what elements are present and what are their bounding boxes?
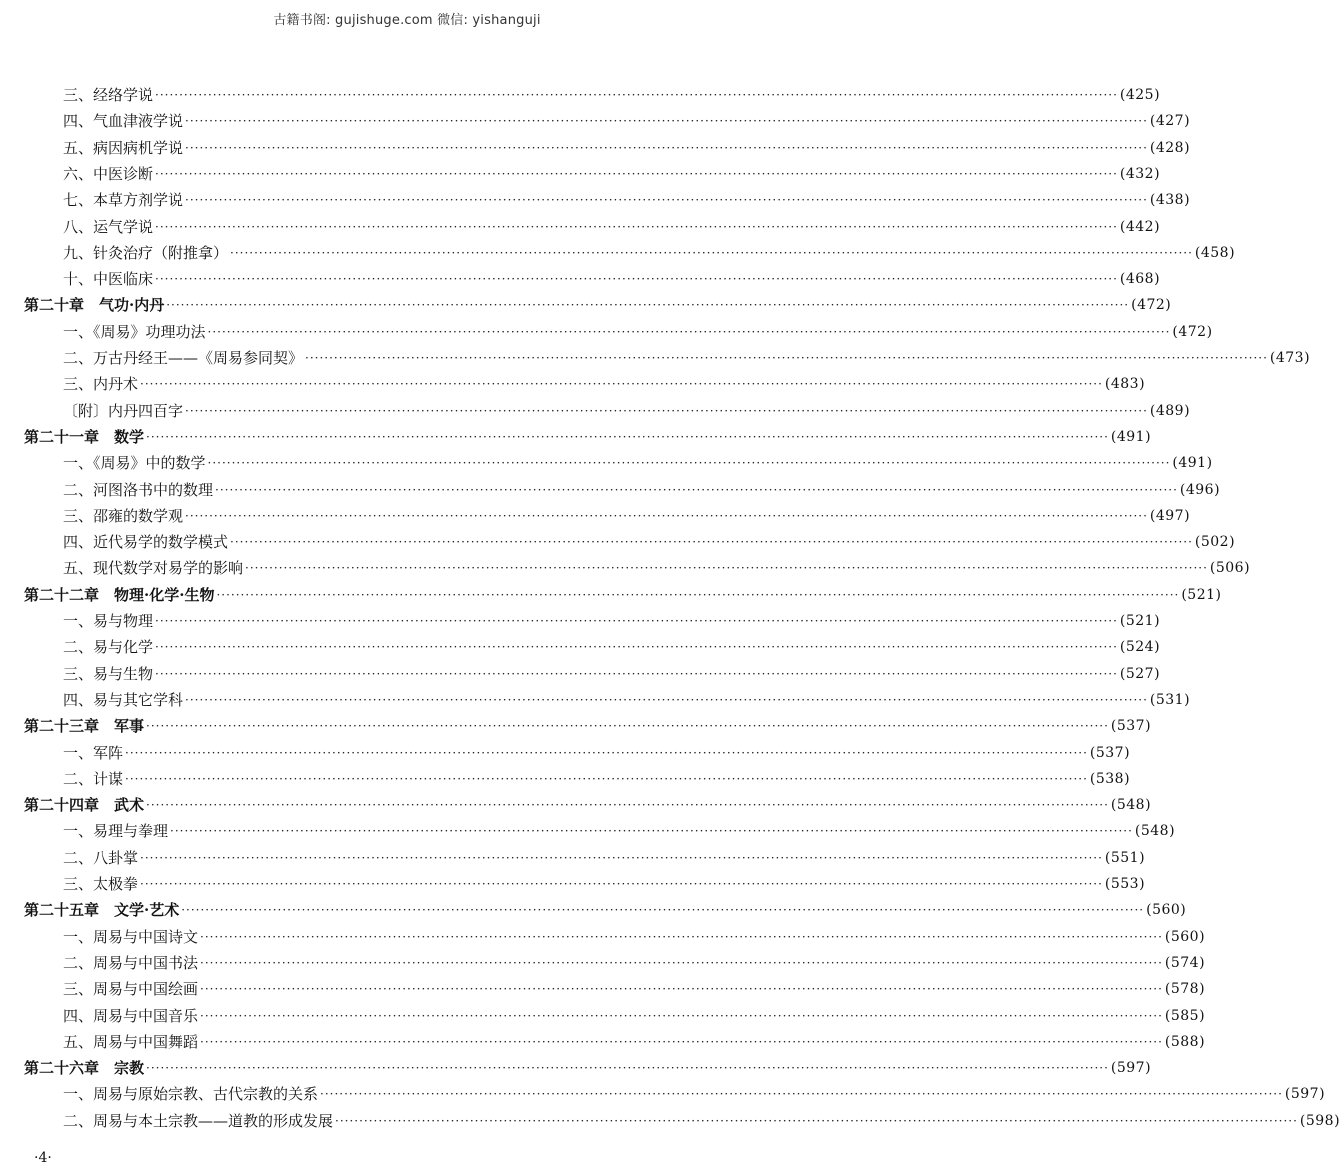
toc-entry-title: 七、本草方剂学说: [63, 191, 184, 210]
toc-entry-page: (597): [1110, 1060, 1152, 1077]
dot-leader: ········································································································································································································: [146, 719, 1109, 734]
toc-entry-page: (598): [1299, 1112, 1340, 1129]
toc-chapter-entry[interactable]: [24, 424, 1152, 450]
dot-leader: ········································································································································································································: [146, 429, 1109, 444]
toc-entry-title: 一、《周易》功理功法: [63, 322, 206, 341]
watermark-header: 古籍书阁: gujishuge.com 微信: yishanguji: [273, 13, 541, 28]
dot-leader: ········································································································································································································: [155, 640, 1118, 655]
toc-entry-title: 一、易理与拳理: [63, 822, 169, 841]
dot-leader: ········································································································································································································: [320, 1087, 1283, 1102]
dot-leader: ········································································································································································································: [200, 1034, 1163, 1049]
toc-section-entry[interactable]: [63, 1108, 1340, 1134]
toc-section-entry[interactable]: [63, 634, 1161, 660]
dot-leader: ········································································································································································································: [185, 403, 1148, 418]
toc-entry-page: (537): [1110, 718, 1152, 735]
toc-entry-page: (483): [1104, 376, 1146, 393]
dot-leader: ········································································································································································································: [215, 482, 1178, 497]
dot-leader: ········································································································································································································: [155, 166, 1118, 181]
dot-leader: ········································································································································································································: [200, 955, 1163, 970]
dot-leader: ········································································································································································································: [185, 114, 1148, 129]
toc-entry-page: (489): [1149, 402, 1191, 419]
toc-entry-title: 二、万古丹经王——《周易参同契》: [63, 349, 304, 367]
toc-entry-title: 五、现代数学对易学的影响: [63, 559, 244, 578]
toc-entry-page: (472): [1172, 323, 1213, 340]
toc-entry-page: (427): [1149, 113, 1191, 130]
dot-leader: ········································································································································································································: [200, 929, 1163, 944]
dot-leader: ········································································································································································································: [305, 351, 1268, 365]
dot-leader: ········································································································································································································: [230, 245, 1193, 260]
toc-section-entry[interactable]: [63, 661, 1161, 687]
toc-entry-title: 一、《周易》中的数学: [63, 454, 206, 473]
toc-entry-page: (524): [1119, 639, 1161, 656]
dot-leader: ········································································································································································································: [155, 219, 1118, 234]
toc-entry-page: (502): [1194, 534, 1236, 551]
toc-entry-title: 三、太极拳: [63, 875, 139, 893]
toc-entry-title: 三、周易与中国绘画: [63, 980, 199, 999]
toc-section-entry[interactable]: [63, 161, 1161, 187]
dot-leader: ········································································································································································································: [125, 745, 1088, 760]
toc-chapter-entry[interactable]: [24, 792, 1152, 818]
toc-entry-title: 第二十五章 文学·艺术: [24, 901, 180, 920]
toc-entry-page: (491): [1172, 455, 1213, 472]
dot-leader: ········································································································································································································: [140, 877, 1103, 891]
toc-entry-title: 六、中医诊断: [63, 164, 154, 183]
toc-section-entry[interactable]: [63, 187, 1191, 213]
toc-entry-page: (458): [1194, 244, 1236, 261]
toc-section-entry[interactable]: [63, 319, 1213, 345]
dot-leader: ········································································································································································································: [146, 1061, 1109, 1076]
dot-leader: ········································································································································································································: [200, 982, 1163, 997]
toc-section-entry[interactable]: [63, 214, 1161, 240]
toc-entry-page: (472): [1131, 297, 1172, 314]
toc-entry-title: 一、军阵: [63, 743, 124, 762]
toc-entry-title: 四、近代易学的数学模式: [63, 533, 229, 552]
toc-entry-title: 三、经络学说: [63, 86, 154, 104]
toc-entry-title: 八、运气学说: [63, 217, 154, 236]
toc-entry-page: (432): [1119, 165, 1161, 182]
toc-entry-title: 一、周易与原始宗教、古代宗教的关系: [63, 1085, 319, 1104]
toc-entry-title: 二、八卦掌: [63, 848, 139, 867]
dot-leader: ········································································································································································································: [207, 456, 1171, 471]
toc-section-entry[interactable]: [63, 450, 1213, 476]
toc-entry-title: 第二十一章 数学: [24, 427, 145, 446]
toc-entry-page: (506): [1209, 560, 1251, 577]
dot-leader: ········································································································································································································: [125, 771, 1088, 786]
toc-entry-title: 三、易与生物: [63, 664, 154, 683]
toc-entry-title: 第二十三章 军事: [24, 717, 145, 736]
toc-entry-title: 第二十章 气功·内丹: [24, 296, 165, 315]
toc-entry-page: (425): [1119, 87, 1161, 103]
toc-section-entry[interactable]: [63, 82, 1161, 108]
toc-section-entry[interactable]: [63, 240, 1236, 266]
dot-leader: ········································································································································································································: [181, 903, 1145, 918]
dot-leader: ········································································································································································································: [185, 692, 1148, 707]
toc-entry-page: (551): [1104, 849, 1146, 866]
dot-leader: ········································································································································································································: [140, 377, 1103, 392]
toc-entry-title: 九、针灸治疗（附推拿）: [63, 243, 229, 262]
toc-entry-page: (553): [1104, 876, 1146, 892]
toc-chapter-entry[interactable]: [24, 292, 1172, 318]
toc-entry-page: (497): [1149, 507, 1191, 524]
toc-section-entry[interactable]: [63, 740, 1131, 766]
toc-entry-page: (537): [1089, 744, 1131, 761]
toc-section-entry[interactable]: [63, 950, 1206, 976]
toc-entry-title: 二、河图洛书中的数理: [63, 480, 214, 499]
toc-entry-page: (548): [1110, 797, 1152, 814]
toc-section-entry[interactable]: [63, 608, 1161, 634]
toc-entry-page: (438): [1149, 192, 1191, 209]
toc-entry-page: (521): [1119, 613, 1161, 629]
toc-entry-title: 三、内丹术: [63, 375, 139, 394]
toc-section-entry[interactable]: [63, 135, 1191, 161]
dot-leader: ········································································································································································································: [140, 850, 1103, 865]
toc-entry-page: (588): [1164, 1033, 1206, 1050]
dot-leader: ········································································································································································································: [166, 298, 1130, 313]
toc-entry-title: 四、周易与中国音乐: [63, 1006, 199, 1025]
toc-entry-page: (597): [1284, 1086, 1326, 1103]
toc-section-entry[interactable]: [63, 976, 1206, 1002]
toc-entry-page: (531): [1149, 691, 1191, 708]
toc-entry-title: 五、病因病机学说: [63, 138, 184, 157]
toc-section-entry[interactable]: [63, 924, 1206, 950]
toc-section-entry[interactable]: [63, 529, 1236, 555]
dot-leader: ········································································································································································································: [185, 193, 1148, 208]
toc-entry-title: 〔附〕内丹四百字: [63, 401, 184, 420]
toc-entry-page: (428): [1149, 139, 1191, 156]
toc-section-entry[interactable]: [63, 398, 1191, 424]
dot-leader: ········································································································································································································: [146, 798, 1109, 813]
toc-entry-title: 第二十四章 武术: [24, 796, 145, 815]
toc-section-entry[interactable]: [63, 845, 1146, 871]
dot-leader: ········································································································································································································: [207, 324, 1171, 339]
toc-section-entry[interactable]: [63, 1081, 1326, 1107]
dot-leader: ········································································································································································································: [155, 88, 1118, 102]
dot-leader: ········································································································································································································: [185, 508, 1148, 523]
toc-entry-title: 一、周易与中国诗文: [63, 927, 199, 946]
toc-entry-title: 二、易与化学: [63, 638, 154, 657]
toc-section-entry[interactable]: [63, 1003, 1206, 1029]
toc-section-entry[interactable]: [63, 108, 1191, 134]
toc-entry-title: 十、中医临床: [63, 270, 154, 289]
toc-entry-title: 二、周易与中国书法: [63, 953, 199, 972]
dot-leader: ········································································································································································································: [155, 272, 1118, 287]
dot-leader: ········································································································································································································: [230, 535, 1193, 550]
toc-entry-title: 五、周易与中国舞蹈: [63, 1032, 199, 1051]
toc-entry-page: (473): [1269, 350, 1311, 366]
dot-leader: ········································································································································································································: [216, 587, 1180, 602]
toc-entry-title: 第二十六章 宗教: [24, 1059, 145, 1078]
toc-section-entry[interactable]: [63, 555, 1251, 581]
toc-entry-page: (468): [1119, 271, 1161, 288]
toc-section-entry[interactable]: [63, 871, 1146, 897]
toc-section-entry[interactable]: [63, 687, 1191, 713]
toc-entry-page: (560): [1146, 902, 1187, 919]
toc-section-entry[interactable]: [63, 266, 1161, 292]
toc-entry-page: (574): [1164, 954, 1206, 971]
toc-chapter-entry[interactable]: [24, 582, 1222, 608]
toc-entry-page: (548): [1134, 823, 1176, 840]
toc-entry-title: 二、周易与本土宗教——道教的形成发展: [63, 1111, 334, 1130]
toc-chapter-entry[interactable]: [24, 897, 1187, 923]
toc-entry-page: (521): [1181, 586, 1222, 603]
dot-leader: ········································································································································································································: [335, 1113, 1298, 1128]
toc-section-entry[interactable]: [63, 345, 1311, 371]
toc-chapter-entry[interactable]: [24, 713, 1152, 739]
toc-section-entry[interactable]: [63, 371, 1146, 397]
toc-section-entry[interactable]: [63, 503, 1191, 529]
toc-entry-title: 三、邵雍的数学观: [63, 506, 184, 525]
dot-leader: ········································································································································································································: [155, 614, 1118, 628]
page-number: ·4·: [34, 1150, 52, 1166]
toc-section-entry[interactable]: [63, 477, 1221, 503]
toc-entry-page: (538): [1089, 770, 1131, 787]
toc-entry-page: (491): [1110, 428, 1152, 445]
dot-leader: ········································································································································································································: [170, 824, 1133, 839]
toc-entry-title: 一、易与物理: [63, 612, 154, 630]
toc-entry-page: (585): [1164, 1007, 1206, 1024]
toc-entry-page: (578): [1164, 981, 1206, 998]
toc-entry-page: (442): [1119, 218, 1161, 235]
toc-entry-page: (560): [1164, 928, 1206, 945]
dot-leader: ········································································································································································································: [155, 666, 1118, 681]
toc-entry-page: (527): [1119, 665, 1161, 682]
toc-chapter-entry[interactable]: [24, 1055, 1152, 1081]
toc-entry-title: 四、易与其它学科: [63, 690, 184, 709]
dot-leader: ········································································································································································································: [200, 1008, 1163, 1023]
toc-section-entry[interactable]: [63, 1029, 1206, 1055]
toc-section-entry[interactable]: [63, 766, 1131, 792]
toc-entry-title: 四、气血津液学说: [63, 112, 184, 131]
dot-leader: ········································································································································································································: [185, 140, 1148, 155]
toc-entry-page: (496): [1179, 481, 1221, 498]
toc-entry-title: 第二十二章 物理·化学·生物: [24, 585, 215, 604]
toc-entry-title: 二、计谋: [63, 769, 124, 788]
toc-section-entry[interactable]: [63, 818, 1176, 844]
dot-leader: ········································································································································································································: [245, 561, 1208, 576]
